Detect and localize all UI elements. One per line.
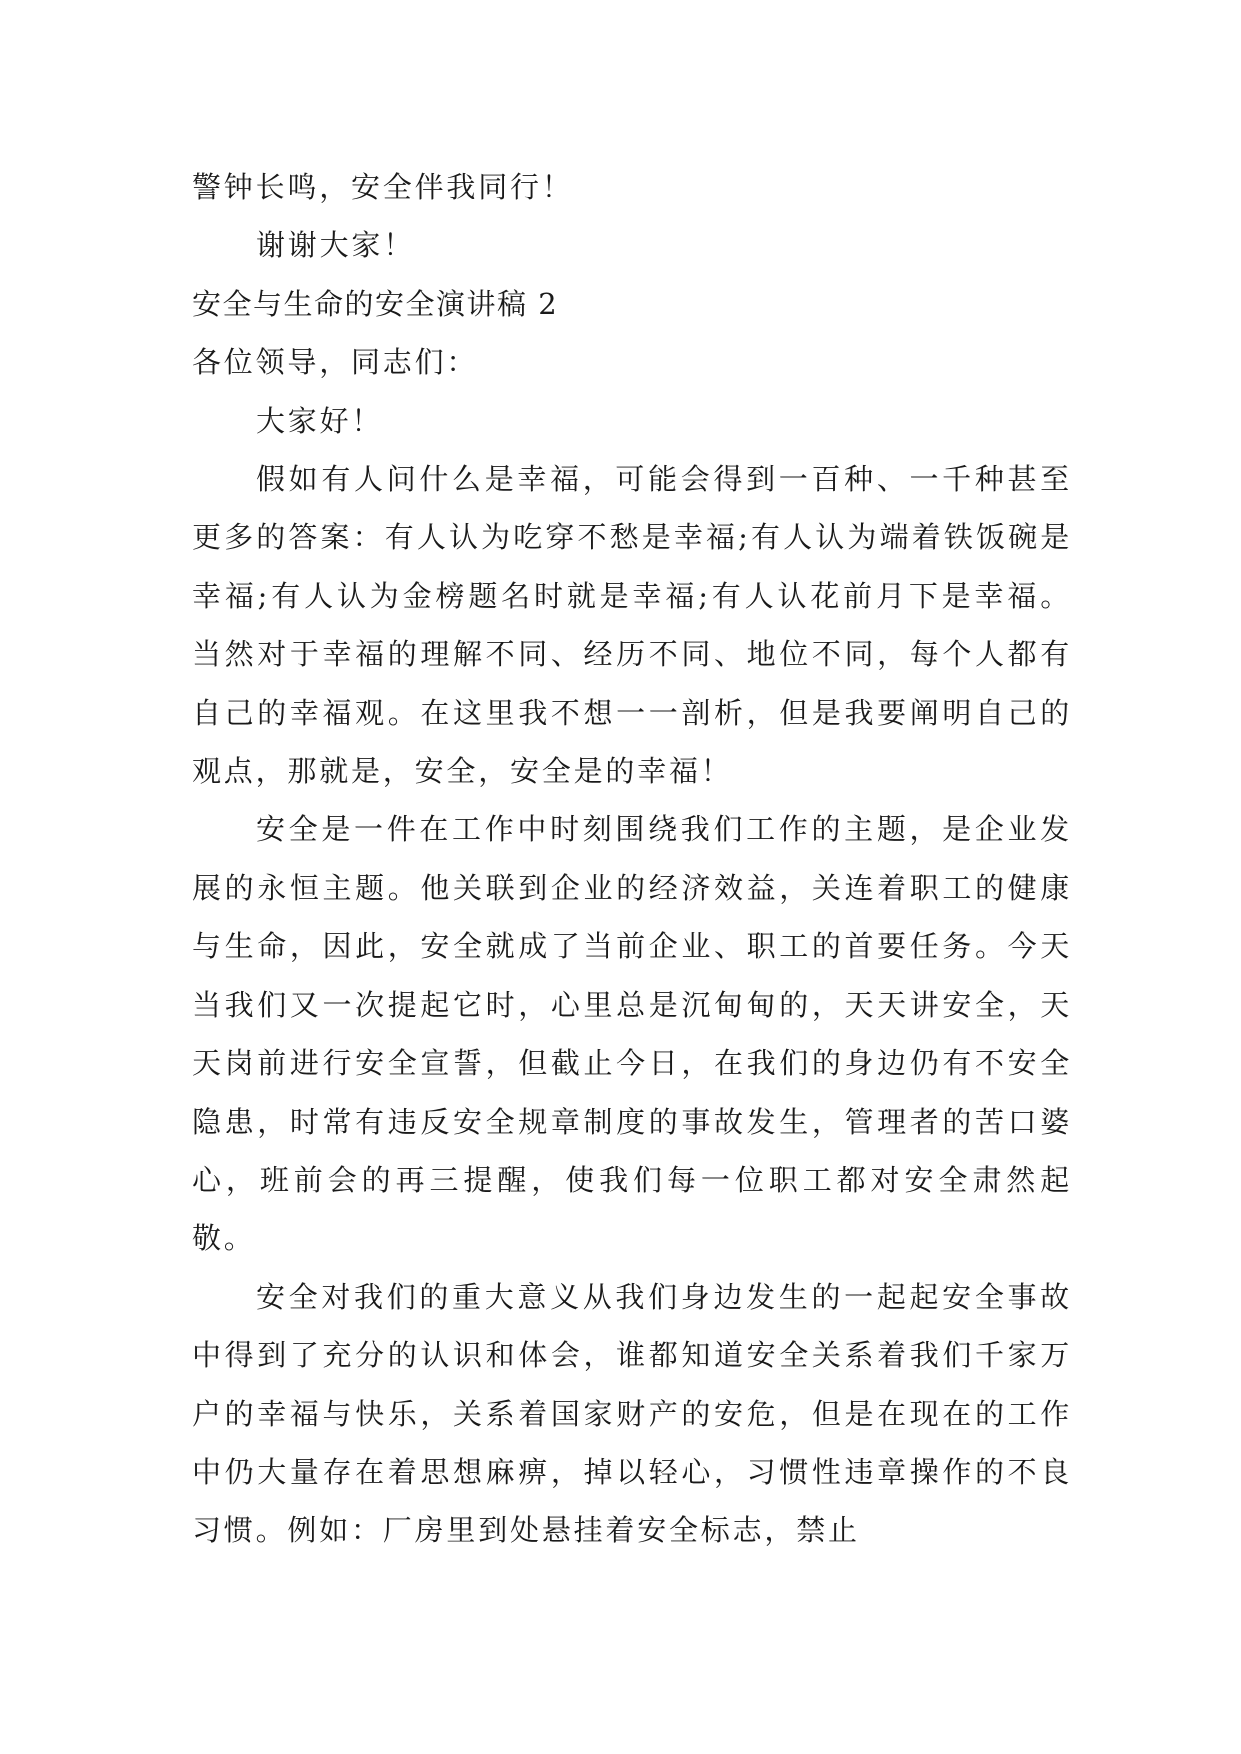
paragraph-happiness: 假如有人问什么是幸福，可能会得到一百种、一千种甚至更多的答案：有人认为吃穿不愁是幸福;有人认为端着铁饭碗是幸福;有人认为金榜题名时就是幸福;有人认花前月下是幸福。当然对于幸福的理解不同、经历不同、地位不同，每个人都有自己的幸福观。在这里我不想一一剖析，但是我要阐明自己的观点，那就是，安全，安全是的幸福！ xyxy=(192,462,1072,789)
paragraph-safety-theme: 安全是一件在工作中时刻围绕我们工作的主题，是企业发展的永恒主题。他关联到企业的经济效益，关连着职工的健康与生命，因此，安全就成了当前企业、职工的首要任务。今天当我们又一次提起它时，心里总是沉甸甸的，天天讲安全，天天岗前进行安全宣誓，但截止今日，在我们的身边仍有不安全隐患，时常有违反安全规章制度的事故发生，管理者的苦口婆心，班前会的再三提醒，使我们每一位职工都对安全肃然起敬。 xyxy=(192,812,1072,1256)
salutation-line: 各位领导，同志们： xyxy=(192,345,479,380)
greeting-line: 大家好！ xyxy=(256,403,384,438)
document-body xyxy=(192,158,1072,1560)
paragraph-safety-significance: 安全对我们的重大意义从我们身边发生的一起起安全事故中得到了充分的认识和体会，谁都知道安全关系着我们千家万户的幸福与快乐，关系着国家财产的安危，但是在现在的工作中仍大量存在着思想麻痹，掉以轻心，习惯性违章操作的不良习惯。例如：厂房里到处悬挂着安全标志，禁止 xyxy=(192,1279,1072,1548)
closing-line: 谢谢大家！ xyxy=(256,228,416,263)
continuation-line: 警钟长鸣，安全伴我同行！ xyxy=(192,170,574,204)
speech-title: 安全与生命的安全演讲稿 2 xyxy=(192,286,559,321)
